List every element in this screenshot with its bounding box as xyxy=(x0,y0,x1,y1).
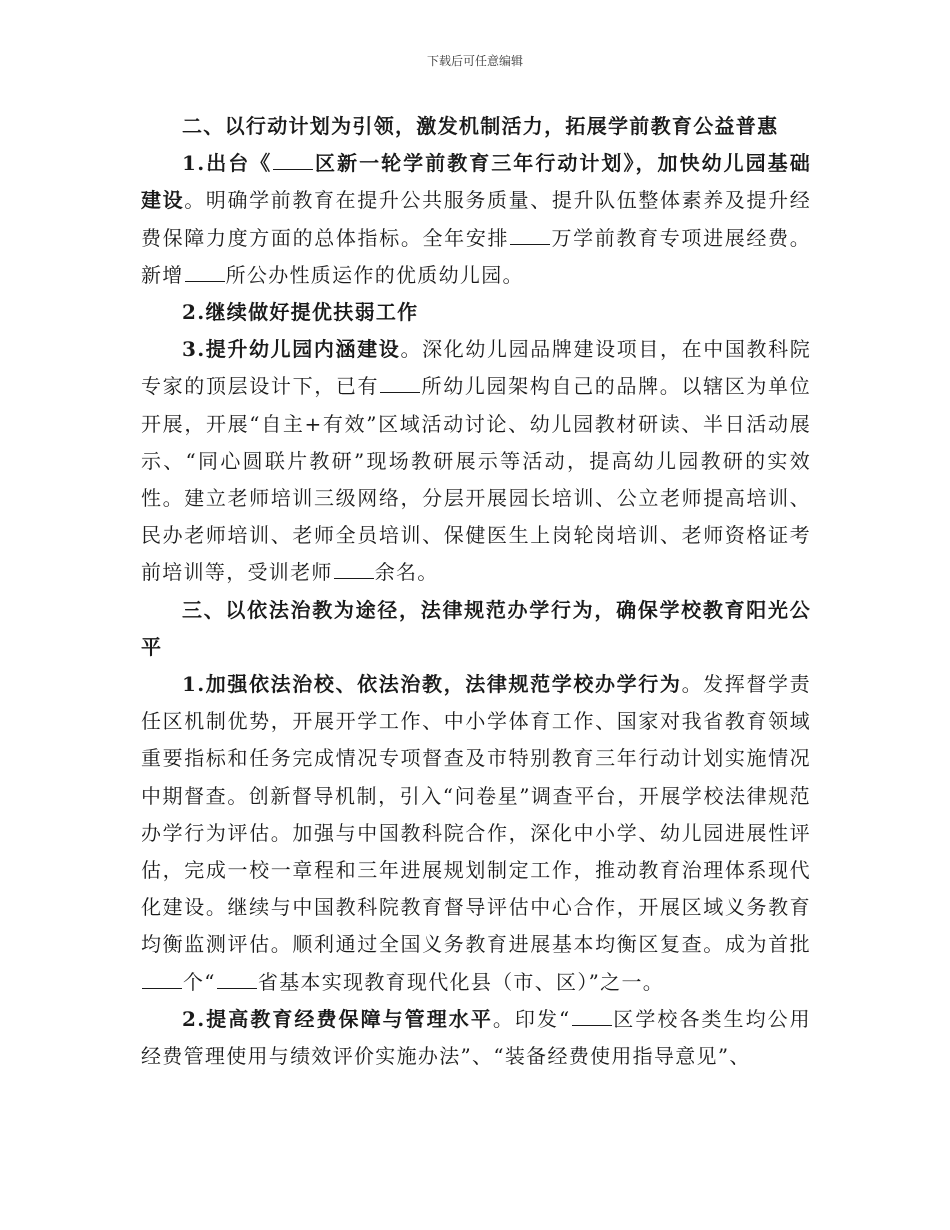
item-body-3-1c: 省基本实现教育现代化县（市、区）”之一。 xyxy=(257,969,665,994)
item-lead-3-2: 2.提高教育经费保障与管理水平 xyxy=(182,1006,493,1031)
item-lead-2-1b: 区新一轮学前教育三年行动计划》，加快幼儿园基础建设 xyxy=(141,151,811,213)
blank-underline xyxy=(380,374,420,393)
blank-underline xyxy=(142,970,182,989)
paragraph-2-3 xyxy=(141,331,811,591)
blank-underline xyxy=(185,263,225,282)
item-body-3-2b: 区学校各类生均公用经费管理使用与绩效评价实施办法”、“装备经费使用指导意见”、 xyxy=(141,1006,811,1069)
page-header: 下载后可任意编辑 xyxy=(426,54,523,68)
blank-underline xyxy=(510,226,550,245)
paragraph-3-1 xyxy=(141,666,811,1001)
section-heading-3: 三、以依法治教为途径，法律规范办学行为，确保学校教育阳光公平 xyxy=(141,597,811,659)
blank-underline xyxy=(572,1007,612,1026)
item-body-3-2a: 。印发“ xyxy=(492,1006,571,1031)
item-lead-2-1a: 1.出台《 xyxy=(182,151,273,176)
paragraph-2-2: 2.继续做好提优扶弱工作 xyxy=(182,300,419,325)
item-body-2-1b: 万学前教育专项进展经费。新增 xyxy=(141,225,811,287)
paragraph-3-2 xyxy=(141,1001,811,1075)
item-body-2-3b: 所幼儿园架构自己的品牌。以辖区为单位开展，开展“自主+有效”区域活动讨论、幼儿园教材研读、半日活动展示、“同心圆联片教研”现场教研展示等活动，提高幼儿园教研的实效性。建立老师培训三级网络，分层开展园长培训、公立老师提高培训、民办老师培训、老师全员培训、保健医生上岗轮岗培训、老师资格证考前培训等，受训老师 xyxy=(141,374,811,585)
blank-underline xyxy=(273,151,313,170)
item-body-3-1b: 个“ xyxy=(183,969,216,994)
item-body-2-3c: 余名。 xyxy=(374,560,439,585)
item-body-2-1a: 。明确学前教育在提升公共服务质量、提升队伍整体素养及提升经费保障力度方面的总体指标。全年安排 xyxy=(141,188,811,250)
item-body-2-3a: 。深化幼儿园品牌建设项目，在中国教科院专家的顶层设计下，已有 xyxy=(141,337,811,399)
blank-underline xyxy=(217,970,257,989)
blank-underline xyxy=(334,560,374,579)
paragraph-2-1 xyxy=(141,145,811,294)
section-heading-2: 二、以行动计划为引领，激发机制活力，拓展学前教育公益普惠 xyxy=(182,114,779,138)
item-body-3-1a: 。发挥督学责任区机制优势，开展开学工作、中小学体育工作、国家对我省教育领域重要指标和任务完成情况专项督查及市特别教育三年行动计划实施情况中期督查。创新督导机制，引入“问卷星”调查平台，开展学校法律规范办学行为评估。加强与中国教科院合作，深化中小学、幼儿园进展性评估，完成一校一章程和三年进展规划制定工作，推动教育治理体系现代化建设。继续与中国教科院教育督导评估中心合作，开展区域义务教育均衡监测评估。顺利通过全国义务教育进展基本均衡区复查。成为首批 xyxy=(141,672,811,957)
item-lead-3-1: 1.加强依法治校、依法治教，法律规范学校办学行为 xyxy=(182,672,682,697)
item-lead-2-3: 3.提升幼儿园内涵建设 xyxy=(182,337,401,362)
document-body xyxy=(141,108,811,1075)
item-body-2-1c: 所公办性质运作的优质幼儿园。 xyxy=(225,262,524,287)
